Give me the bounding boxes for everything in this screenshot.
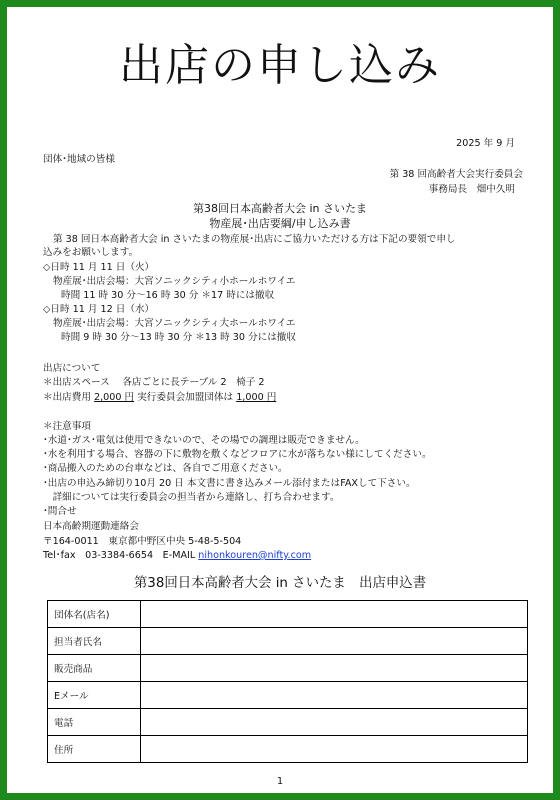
intro-line-2: 込みをお願いします。	[43, 247, 139, 258]
doc-title: 第38回日本高齢者大会 in さいたま	[192, 202, 368, 215]
row-label: Eメール	[48, 682, 141, 709]
fee-amount: 2,000 円	[94, 392, 135, 403]
day2-date: ◇日時 11 月 12 日（水）	[43, 304, 155, 315]
table-row	[48, 628, 528, 655]
day2-time: 時間 9 時 30 分～13 時 30 分 ＊13 時 30 分には撤収	[61, 332, 296, 343]
note-item: ･水道･ガス･電気は使用できないので、その場での調理は販売できません。	[43, 435, 365, 446]
contact-address: 〒164-0011 東京都中野区中央 5-48-5-504	[43, 536, 242, 547]
page-heading: 出店の申し込み	[119, 40, 441, 91]
row-label: 電話	[48, 709, 141, 736]
table-row	[48, 736, 528, 763]
sender-org: 第 38 回高齢者大会実行委員会	[389, 169, 523, 180]
note-item: 詳細については実行委員会の担当者から連絡し、打ち合わせます。	[43, 492, 340, 503]
table-row	[48, 655, 528, 682]
row-label: 担当者氏名	[48, 628, 141, 655]
store-fee	[43, 392, 276, 404]
address-field[interactable]	[141, 736, 528, 763]
row-label: 団体名(店名)	[48, 601, 141, 628]
sender-person: 事務局長 畑中久明	[428, 184, 515, 195]
email-field[interactable]	[141, 682, 528, 709]
store-heading: 出店について	[43, 363, 101, 374]
day2-venue: 物産展･出店会場：大宮ソニックシティ大ホールホワイエ	[53, 318, 296, 329]
store-space: ＊出店スペース 各店ごとに長テーブル 2 椅子 2	[43, 377, 265, 388]
phone-field[interactable]	[141, 709, 528, 736]
form-title: 第38回日本高齢者大会 in さいたま 出店申込書	[133, 576, 427, 591]
fee-prefix: ＊出店費用	[43, 392, 91, 403]
note-item: ･商品搬入のための台車などは、各自でご用意ください。	[43, 463, 288, 474]
table-row	[48, 601, 528, 628]
note-item: ･問合せ	[43, 506, 77, 517]
notes-heading: ＊注意事項	[43, 421, 91, 432]
row-label: 住所	[48, 736, 141, 763]
fee-middle: 実行委員会加盟団体は	[137, 392, 234, 403]
day1-date: ◇日時 11 月 11 日（火）	[43, 262, 155, 273]
store-name-field[interactable]	[141, 601, 528, 628]
products-field[interactable]	[141, 655, 528, 682]
table-row	[48, 682, 528, 709]
contact-org: 日本高齢期運動連絡会	[43, 521, 139, 532]
addressee: 団体･地域の皆様	[43, 154, 115, 165]
intro-line-1: 第 38 回日本高齢者大会 in さいたまの物産展･出店にご協力いただける方は下記の要領で申し	[53, 234, 456, 245]
table-row	[48, 709, 528, 736]
date: 2025 年 9 月	[456, 138, 515, 149]
contact-person-field[interactable]	[141, 628, 528, 655]
day1-time: 時間 11 時 30 分～16 時 30 分 ＊17 時には撤収	[61, 290, 275, 301]
note-item: ･出店の申込み締切り10月 20 日 本文書に書き込みメール添付またはFAXして下さい。	[43, 478, 416, 489]
email-link[interactable]: nihonkouren@nifty.com	[198, 550, 312, 561]
contact-tel	[43, 550, 311, 562]
fee-member: 1,000 円	[236, 392, 277, 403]
day1-venue: 物産展･出店会場：大宮ソニックシティ小ホールホワイエ	[53, 276, 296, 287]
doc-subtitle: 物産展･出店要綱/申し込み書	[209, 217, 351, 230]
note-item: ･水を利用する場合、容器の下に敷物を敷くなどフロアに水が落ちない様にしてください。	[43, 449, 432, 460]
page-number: 1	[276, 776, 284, 787]
application-form-table	[47, 600, 528, 763]
tel-label: Tel･fax 03-3384-6654 E-MAIL	[43, 550, 196, 561]
row-label: 販売商品	[48, 655, 141, 682]
